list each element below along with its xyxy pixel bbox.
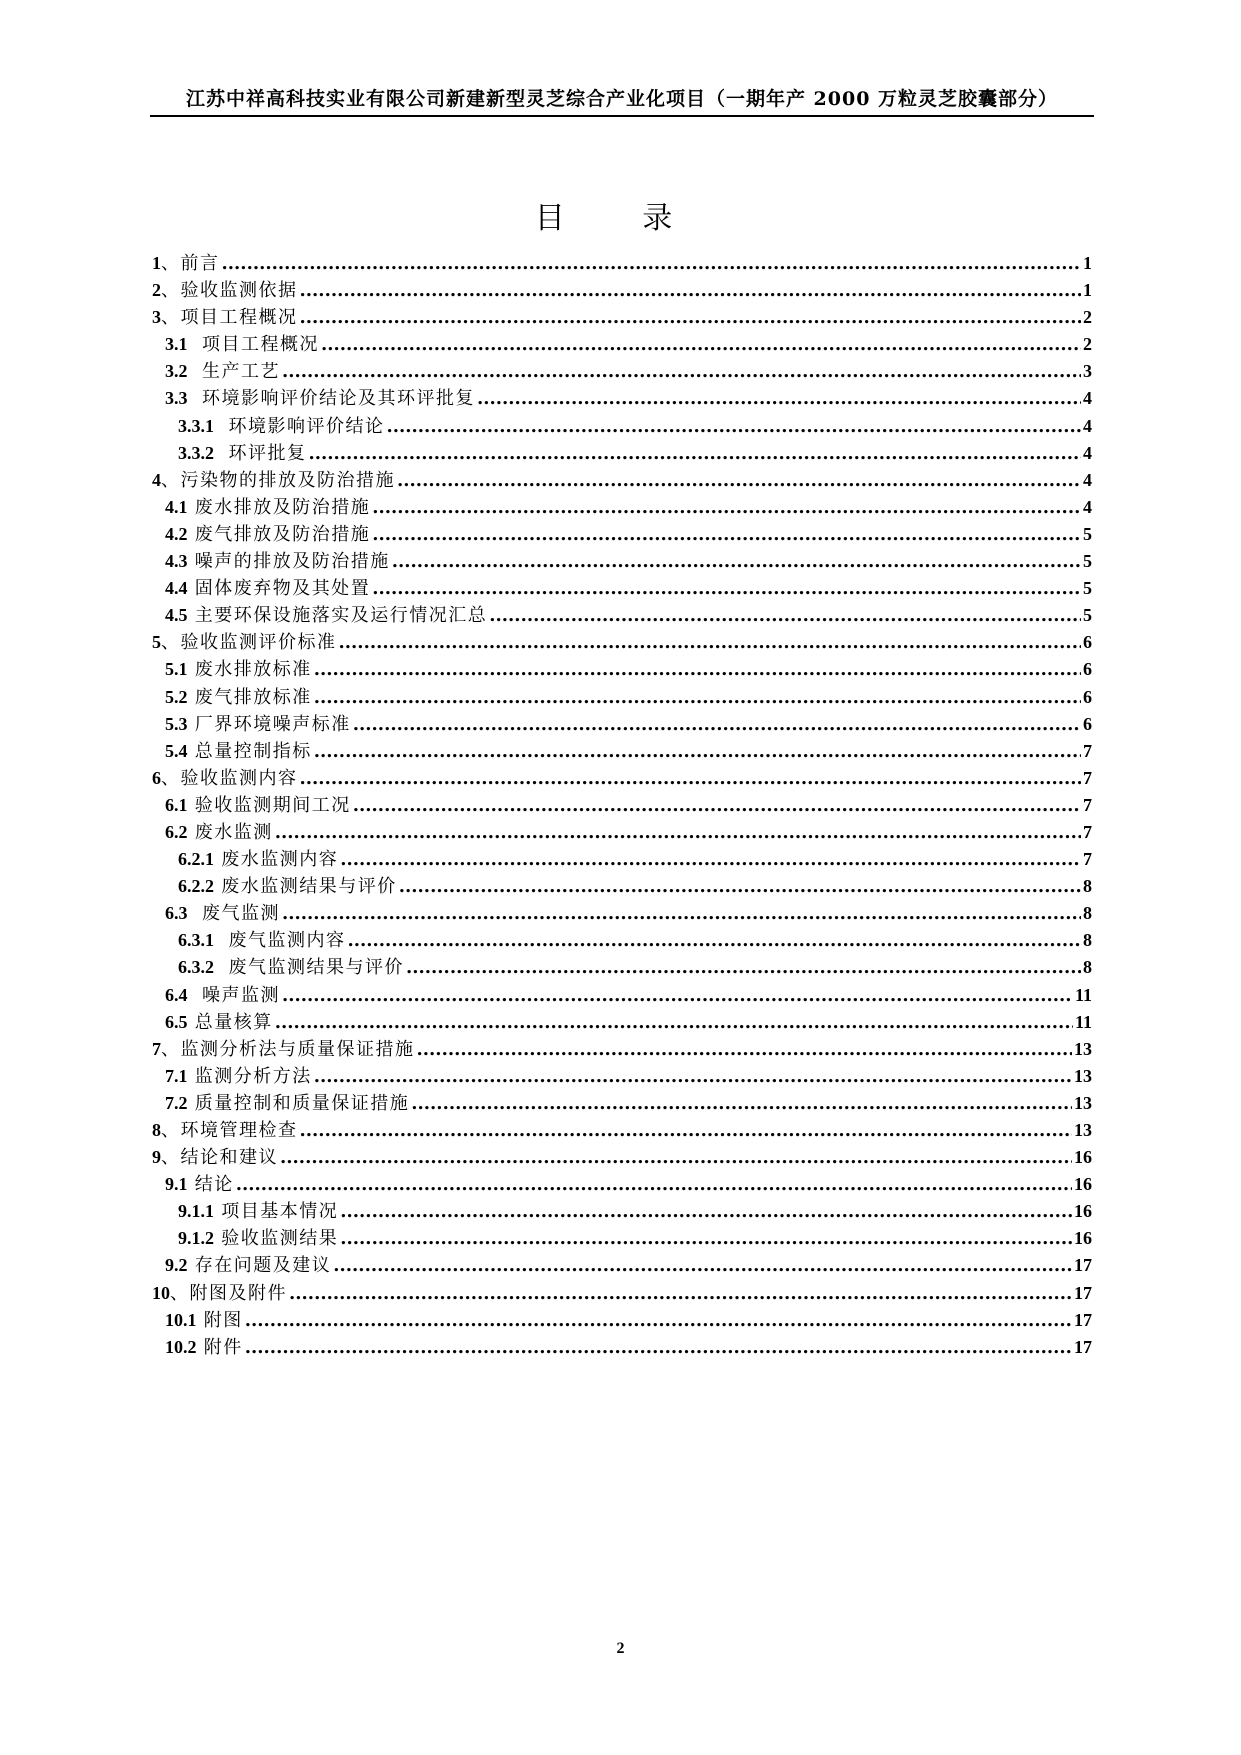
toc-entry-title: 环境管理检查 [180, 1120, 298, 1141]
toc-entry[interactable] [152, 1035, 1092, 1062]
toc-entry-page: 13 [1074, 1092, 1092, 1113]
dot-leader [222, 253, 1082, 274]
dot-leader [397, 470, 1081, 491]
toc-entry-label [165, 1251, 331, 1277]
dot-leader [489, 605, 1081, 626]
toc-entry-page: 11 [1074, 1011, 1092, 1032]
toc-entry-number: 5.4 [165, 740, 188, 761]
toc-entry-label [165, 574, 370, 600]
toc-entry-title: 验收监测内容 [180, 767, 298, 789]
toc-entry-label [165, 818, 273, 844]
toc-entry-separator [188, 659, 195, 680]
toc-entry-label [165, 1333, 243, 1359]
toc-entry-page: 13 [1074, 1038, 1092, 1059]
dot-leader [399, 876, 1081, 897]
toc-entry-number: 4.4 [165, 578, 188, 599]
toc-entry-page: 5 [1083, 523, 1092, 544]
toc-entry-number: 6.3 [165, 903, 188, 924]
table-of-contents [152, 249, 1092, 1360]
toc-entry-title: 总量核算 [194, 1011, 273, 1033]
toc-entry-page: 4 [1083, 415, 1092, 436]
toc-entry-label [165, 493, 370, 519]
toc-entry-page: 8 [1083, 903, 1092, 924]
toc-entry[interactable] [152, 547, 1092, 574]
toc-entry[interactable] [152, 655, 1092, 682]
toc-entry-label [178, 412, 384, 438]
toc-entry-page: 11 [1074, 984, 1092, 1005]
toc-entry-separator: 、 [161, 280, 181, 302]
dot-leader [477, 388, 1081, 409]
toc-entry-label [178, 926, 345, 952]
toc-entry-number: 5 [152, 632, 161, 653]
toc-entry-title: 验收监测依据 [180, 280, 298, 302]
toc-entry-number: 9.1.2 [178, 1228, 214, 1249]
dot-leader [280, 1147, 1072, 1168]
toc-entry-separator [188, 1012, 195, 1033]
toc-entry-page: 3 [1083, 361, 1092, 382]
toc-entry-separator: 、 [161, 632, 181, 654]
toc-entry[interactable] [152, 601, 1092, 628]
toc-entry[interactable] [152, 953, 1092, 980]
header-rule [150, 115, 1094, 117]
toc-entry[interactable] [152, 249, 1092, 276]
toc-entry-title: 存在问题及建议 [194, 1255, 332, 1277]
toc-entry-title: 厂界环境噪声标准 [194, 713, 351, 735]
toc-entry-title: 结论和建议 [180, 1147, 278, 1169]
toc-entry-number: 4 [152, 469, 161, 490]
toc-entry-title: 项目基本情况 [221, 1201, 339, 1223]
dot-leader [386, 416, 1081, 437]
toc-entry-page: 17 [1074, 1282, 1092, 1303]
toc-entry[interactable] [152, 412, 1092, 439]
toc-entry[interactable] [152, 303, 1092, 330]
toc-entry[interactable] [152, 1197, 1092, 1224]
toc-entry-number: 6.2 [165, 821, 188, 842]
toc-entry-title: 噪声监测 [201, 984, 280, 1006]
toc-entry-number: 6.3.2 [178, 957, 214, 978]
toc-entry-number: 6.4 [165, 984, 188, 1005]
toc-entry-title: 废气排放及防治措施 [194, 523, 371, 545]
toc-entry-title: 监测分析法与质量保证措施 [180, 1038, 415, 1060]
toc-entry-page: 8 [1083, 930, 1092, 951]
toc-entry-label [165, 655, 312, 681]
toc-entry-title: 附件 [203, 1336, 243, 1358]
dot-leader [372, 497, 1081, 518]
toc-entry[interactable] [152, 520, 1092, 547]
toc-entry-label [165, 710, 351, 736]
dot-leader [300, 1120, 1073, 1141]
toc-entry-page: 1 [1083, 280, 1092, 301]
dot-leader [308, 443, 1081, 464]
toc-entry-number: 3.3.1 [178, 415, 214, 436]
toc-entry-title: 环评批复 [228, 442, 307, 464]
toc-entry-label [165, 683, 312, 709]
toc-entry-label [165, 1089, 409, 1115]
toc-entry-number: 10.1 [165, 1309, 197, 1330]
toc-entry-separator [188, 714, 195, 735]
toc-entry-separator [188, 578, 195, 599]
toc-entry-title: 项目工程概况 [201, 334, 319, 356]
toc-entry-separator [188, 524, 195, 545]
toc-entry-separator [188, 497, 195, 518]
toc-entry-number: 10 [152, 1282, 170, 1303]
toc-entry[interactable] [152, 330, 1092, 357]
toc-entry-separator: 、 [161, 307, 181, 329]
dot-leader [340, 1201, 1072, 1222]
toc-entry-title: 污染物的排放及防治措施 [180, 469, 395, 491]
toc-entry-number: 4.2 [165, 523, 188, 544]
toc-entry-label [178, 845, 338, 871]
toc-entry-label [152, 1143, 278, 1169]
toc-entry[interactable] [152, 1224, 1092, 1251]
toc-entry-number: 5.1 [165, 659, 188, 680]
toc-entry-number: 3.3.2 [178, 442, 214, 463]
toc-entry-title: 废水排放及防治措施 [194, 496, 371, 518]
running-header: 江苏中祥高科技实业有限公司新建新型灵芝综合产业化项目（一期年产 2000 万粒灵芝胶囊部分） [185, 88, 1059, 110]
toc-entry-page: 4 [1083, 442, 1092, 463]
toc-entry-label [165, 357, 280, 383]
dot-leader [411, 1093, 1072, 1114]
toc-entry-separator [188, 741, 195, 762]
dot-leader [314, 687, 1081, 708]
toc-entry-page: 6 [1083, 713, 1092, 734]
dot-leader [289, 1283, 1072, 1304]
toc-entry-page: 4 [1083, 469, 1092, 490]
dot-leader [282, 903, 1081, 924]
toc-entry-separator [197, 1310, 204, 1331]
dot-leader [282, 361, 1081, 382]
toc-entry-label [165, 330, 319, 356]
toc-entry-number: 3.2 [165, 361, 188, 382]
toc-entry-label [165, 899, 280, 925]
toc-entry[interactable] [152, 357, 1092, 384]
toc-entry-separator [188, 551, 195, 572]
dot-leader [300, 280, 1082, 301]
toc-entry-label [178, 1224, 338, 1250]
toc-entry-number: 9.1.1 [178, 1201, 214, 1222]
toc-entry[interactable] [152, 683, 1092, 710]
toc-entry[interactable] [152, 981, 1092, 1008]
toc-entry-label [165, 1170, 234, 1196]
toc-entry-page: 6 [1083, 632, 1092, 653]
toc-entry[interactable] [152, 926, 1092, 953]
toc-entry-number: 6.2.1 [178, 849, 214, 870]
toc-entry-page: 1 [1083, 253, 1092, 273]
toc-entry-number: 5.2 [165, 686, 188, 707]
toc-entry-page: 6 [1083, 659, 1092, 680]
toc-entry-separator [188, 361, 202, 382]
toc-entry[interactable] [152, 1116, 1092, 1143]
toc-entry-number: 1 [152, 253, 161, 273]
toc-entry-page: 7 [1083, 740, 1092, 761]
toc-entry-page: 4 [1083, 388, 1092, 409]
toc-entry[interactable] [152, 1062, 1092, 1089]
toc-entry-title: 生产工艺 [201, 361, 280, 383]
toc-entry-title: 附图及附件 [189, 1282, 287, 1304]
toc-entry-label [152, 303, 298, 329]
toc-entry[interactable] [152, 710, 1092, 737]
toc-entry-separator [188, 1066, 195, 1087]
toc-entry-title: 废气监测结果与评价 [228, 957, 404, 979]
toc-entry-number: 10.2 [165, 1336, 197, 1357]
toc-entry[interactable] [152, 466, 1092, 493]
toc-entry-number: 3 [152, 307, 161, 328]
toc-entry-page: 13 [1074, 1065, 1092, 1086]
toc-entry-separator [188, 795, 195, 816]
toc-entry-title: 环境影响评价结论 [228, 415, 385, 437]
toc-entry[interactable] [152, 1089, 1092, 1116]
toc-entry[interactable] [152, 1333, 1092, 1360]
page-title: 目 录 [534, 201, 707, 236]
toc-entry-title: 验收监测期间工况 [194, 794, 351, 816]
toc-entry-page: 8 [1083, 957, 1092, 978]
toc-entry-page: 2 [1083, 334, 1092, 355]
dot-leader [340, 849, 1081, 870]
toc-entry-separator [188, 1255, 195, 1276]
dot-leader [372, 578, 1081, 599]
toc-entry-page: 17 [1074, 1309, 1092, 1330]
toc-entry-number: 6 [152, 767, 161, 788]
dot-leader [353, 714, 1081, 735]
toc-entry[interactable] [152, 574, 1092, 601]
toc-entry-separator [188, 605, 195, 626]
toc-entry-number: 2 [152, 280, 161, 301]
dot-leader [314, 659, 1081, 680]
toc-entry-page: 5 [1083, 578, 1092, 599]
dot-leader [321, 334, 1081, 355]
toc-entry-number: 9.2 [165, 1255, 188, 1276]
dot-leader [275, 822, 1081, 843]
toc-entry-title: 噪声的排放及防治措施 [194, 551, 390, 573]
toc-entry-number: 6.3.1 [178, 930, 214, 951]
toc-entry-label [165, 520, 370, 546]
toc-entry-page: 16 [1074, 1147, 1092, 1168]
toc-entry-separator [188, 687, 195, 708]
toc-entry-page: 7 [1083, 767, 1092, 788]
dot-leader [406, 957, 1081, 978]
toc-entry-title: 主要环保设施落实及运行情况汇总 [194, 605, 488, 627]
dot-leader [282, 985, 1073, 1006]
toc-entry-number: 6.5 [165, 1011, 188, 1032]
dot-leader [392, 551, 1081, 572]
toc-entry-label [165, 1306, 243, 1332]
toc-entry[interactable] [152, 276, 1092, 303]
toc-entry-title: 固体废弃物及其处置 [194, 578, 371, 600]
toc-entry-page: 5 [1083, 605, 1092, 626]
toc-entry-number: 4.5 [165, 605, 188, 626]
dot-leader [245, 1310, 1072, 1331]
toc-entry[interactable] [152, 764, 1092, 791]
toc-entry-label [152, 276, 298, 302]
toc-entry-number: 7.2 [165, 1092, 188, 1113]
toc-entry-separator [188, 388, 202, 409]
dot-leader [314, 1066, 1072, 1087]
toc-entry-label [165, 737, 312, 763]
dot-leader [353, 795, 1081, 816]
dot-leader [340, 1228, 1072, 1249]
toc-entry-separator: 、 [161, 767, 181, 789]
toc-entry-label [178, 872, 397, 898]
toc-entry[interactable] [152, 791, 1092, 818]
toc-entry-separator: 、 [161, 1147, 181, 1169]
toc-entry-label [165, 384, 475, 410]
toc-entry-label [165, 601, 487, 627]
toc-entry[interactable] [152, 872, 1092, 899]
toc-entry-title: 验收监测评价标准 [180, 632, 337, 654]
toc-entry-label [165, 1008, 273, 1034]
toc-entry-page: 16 [1074, 1174, 1092, 1195]
toc-entry[interactable] [152, 1279, 1092, 1306]
toc-entry-title: 废气排放标准 [194, 686, 312, 708]
toc-entry-title: 验收监测结果 [221, 1228, 339, 1250]
toc-entry-number: 6.2.2 [178, 876, 214, 897]
toc-entry[interactable] [152, 899, 1092, 926]
toc-entry-title: 废水监测内容 [221, 849, 339, 871]
toc-entry-separator [197, 1337, 204, 1358]
toc-entry-label [152, 1279, 287, 1305]
toc-entry-label [152, 764, 298, 790]
toc-entry-label [152, 1116, 298, 1142]
toc-entry-page: 7 [1083, 821, 1092, 842]
toc-entry-title: 环境影响评价结论及其环评批复 [201, 388, 475, 410]
toc-entry-separator: 、 [161, 1038, 181, 1060]
toc-entry-separator [214, 957, 228, 978]
toc-entry-separator [214, 930, 228, 951]
toc-entry-label [152, 466, 395, 492]
toc-entry-page: 17 [1074, 1255, 1092, 1276]
toc-entry[interactable] [152, 628, 1092, 655]
toc-entry-title: 结论 [194, 1174, 234, 1196]
dot-leader [347, 930, 1081, 951]
toc-entry-separator [188, 1174, 195, 1195]
toc-entry-title: 项目工程概况 [180, 307, 298, 329]
toc-entry-number: 7.1 [165, 1065, 188, 1086]
toc-entry-number: 9.1 [165, 1174, 188, 1195]
toc-entry-label [152, 249, 220, 275]
page-number: 2 [616, 1640, 625, 1657]
toc-entry-separator [188, 903, 202, 924]
toc-entry-label [152, 628, 337, 654]
dot-leader [236, 1174, 1072, 1195]
toc-entry-title: 附图 [203, 1309, 243, 1331]
toc-entry[interactable] [152, 439, 1092, 466]
toc-entry-label [165, 1062, 312, 1088]
toc-entry-page: 4 [1083, 496, 1092, 517]
toc-entry-number: 6.1 [165, 794, 188, 815]
dot-leader [372, 524, 1081, 545]
toc-entry-number: 3.3 [165, 388, 188, 409]
toc-entry-title: 总量控制指标 [194, 740, 312, 762]
toc-entry-page: 16 [1074, 1201, 1092, 1222]
toc-entry-label [165, 981, 280, 1007]
toc-entry-label [165, 547, 390, 573]
toc-entry-separator: 、 [161, 1120, 181, 1141]
dot-leader [245, 1337, 1072, 1358]
toc-entry-separator [188, 985, 202, 1006]
toc-entry[interactable] [152, 1008, 1092, 1035]
toc-entry-title: 废气监测内容 [228, 930, 346, 952]
toc-entry[interactable] [152, 737, 1092, 764]
dot-leader [339, 632, 1082, 653]
toc-entry-label [178, 953, 404, 979]
dot-leader [300, 768, 1082, 789]
toc-entry-page: 2 [1083, 307, 1092, 328]
toc-entry-separator: 、 [161, 253, 181, 274]
toc-entry-title: 质量控制和质量保证措施 [194, 1092, 410, 1114]
toc-entry-label [178, 439, 306, 465]
toc-entry-page: 13 [1074, 1120, 1092, 1140]
toc-entry-separator: 、 [170, 1282, 190, 1304]
toc-entry-separator [188, 334, 202, 355]
toc-entry[interactable] [152, 1170, 1092, 1197]
toc-entry-page: 7 [1083, 794, 1092, 815]
toc-entry-label [178, 1197, 338, 1223]
toc-entry-separator [188, 822, 195, 843]
toc-entry[interactable] [152, 384, 1092, 411]
toc-entry-separator [214, 416, 228, 437]
toc-entry-label [165, 791, 351, 817]
toc-entry-label [152, 1035, 415, 1061]
toc-entry[interactable] [152, 845, 1092, 872]
toc-entry[interactable] [152, 818, 1092, 845]
toc-entry[interactable] [152, 493, 1092, 520]
toc-entry-separator [214, 443, 228, 464]
toc-entry-page: 5 [1083, 551, 1092, 572]
toc-entry-number: 8 [152, 1120, 161, 1140]
dot-leader [300, 307, 1082, 328]
toc-entry-page: 8 [1083, 876, 1092, 897]
dot-leader [275, 1012, 1073, 1033]
dot-leader [417, 1039, 1073, 1060]
toc-entry-number: 9 [152, 1147, 161, 1168]
toc-entry-number: 7 [152, 1038, 161, 1059]
toc-entry-title: 前言 [180, 253, 220, 274]
dot-leader [333, 1255, 1072, 1276]
toc-entry-page: 7 [1083, 849, 1092, 870]
toc-entry-number: 5.3 [165, 713, 188, 734]
toc-entry-title: 废水监测 [194, 821, 273, 843]
toc-entry-number: 4.1 [165, 496, 188, 517]
toc-entry-page: 6 [1083, 686, 1092, 707]
toc-entry[interactable] [152, 1306, 1092, 1333]
toc-entry-number: 4.3 [165, 551, 188, 572]
toc-entry[interactable] [152, 1143, 1092, 1170]
toc-entry-separator: 、 [161, 469, 181, 491]
toc-entry-title: 废气监测 [201, 903, 280, 925]
toc-entry-page: 16 [1074, 1228, 1092, 1249]
toc-entry-title: 废水排放标准 [194, 659, 312, 681]
toc-entry-title: 废水监测结果与评价 [221, 876, 397, 898]
toc-entry[interactable] [152, 1251, 1092, 1278]
toc-entry-number: 3.1 [165, 334, 188, 355]
toc-entry-title: 监测分析方法 [194, 1065, 312, 1087]
toc-entry-page: 17 [1074, 1336, 1092, 1357]
dot-leader [314, 741, 1081, 762]
toc-entry-separator [188, 1093, 195, 1114]
